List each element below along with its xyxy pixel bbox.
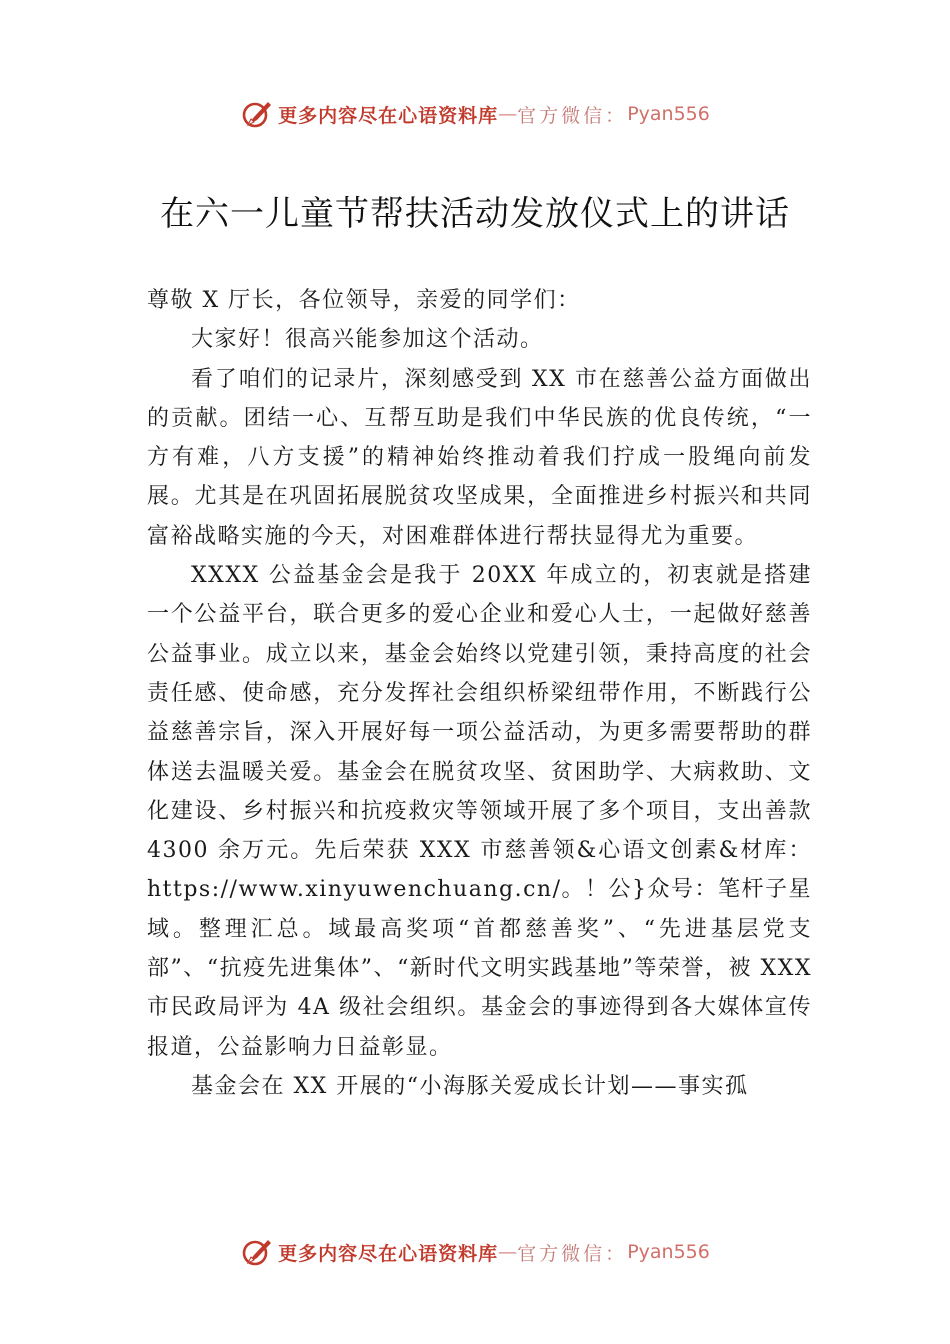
banner-separator: — — [498, 1241, 518, 1263]
banner-wechat-label: 官方微信： — [517, 104, 628, 127]
banner-text: 更多内容尽在心语资料库 — [278, 1242, 499, 1265]
paragraph: 大家好！很高兴能参加这个活动。 — [191, 327, 544, 353]
pen-logo-icon — [240, 1235, 274, 1269]
document-title: 在六一儿童节帮扶活动发放仪式上的讲话 — [160, 194, 790, 234]
paragraph: 基金会在 XX 开展的“小海豚关爱成长计划——事实孤 — [191, 1073, 749, 1099]
footer-banner — [0, 1232, 950, 1272]
banner-separator: — — [498, 103, 518, 125]
banner-wechat-id: Pyan556 — [627, 103, 710, 125]
header-banner — [0, 94, 950, 134]
banner-wechat-id: Pyan556 — [627, 1241, 710, 1263]
document-body — [147, 281, 812, 1106]
pen-logo-icon — [240, 97, 274, 131]
paragraph: 看了咱们的记录片，深刻感受到 XX 市在慈善公益方面做出的贡献。团结一心、互帮互助是我们中华民族的优良传统，“一方有难，八方支援”的精神始终推动着我们拧成一股绳向前发展。尤其是在巩固拓展脱贫攻坚成果，全面推进乡村振兴和共同富裕战略实施的今天，对困难群体进行帮扶显得尤为重要。 — [147, 366, 812, 549]
paragraph: XXXX 公益基金会是我于 20XX 年成立的，初衷就是搭建一个公益平台，联合更多的爱心企业和爱心人士，一起做好慈善公益事业。成立以来，基金会始终以党建引领，秉持高度的社会责任感、使命感，充分发挥社会组织桥梁纽带作用，不断践行公益慈善宗旨，深入开展好每一项公益活动，为更多需要帮助的群体送去温暖关爱。基金会在脱贫攻坚、贫困助学、大病救助、文化建设、乡村振兴和抗疫救灾等领域开展了多个项目，支出善款 4300 余万元。先后荣获 XXX 市慈善领&心语文创素&材库：https://www.xinyuwenchuang.cn/。！公}众号：笔杆子星域。整理汇总。域最高奖项“首都慈善奖”、“先进基层党支部”、“抗疫先进集体”、“新时代文明实践基地”等荣誉，被 XXX 市民政局评为 4A 级社会组织。基金会的事迹得到各大媒体宣传报道，公益影响力日益彰显。 — [147, 563, 812, 1060]
banner-wechat-label: 官方微信： — [517, 1242, 628, 1265]
salutation: 尊敬 X 厅长，各位领导，亲爱的同学们： — [147, 288, 581, 313]
banner-text: 更多内容尽在心语资料库 — [278, 104, 499, 127]
